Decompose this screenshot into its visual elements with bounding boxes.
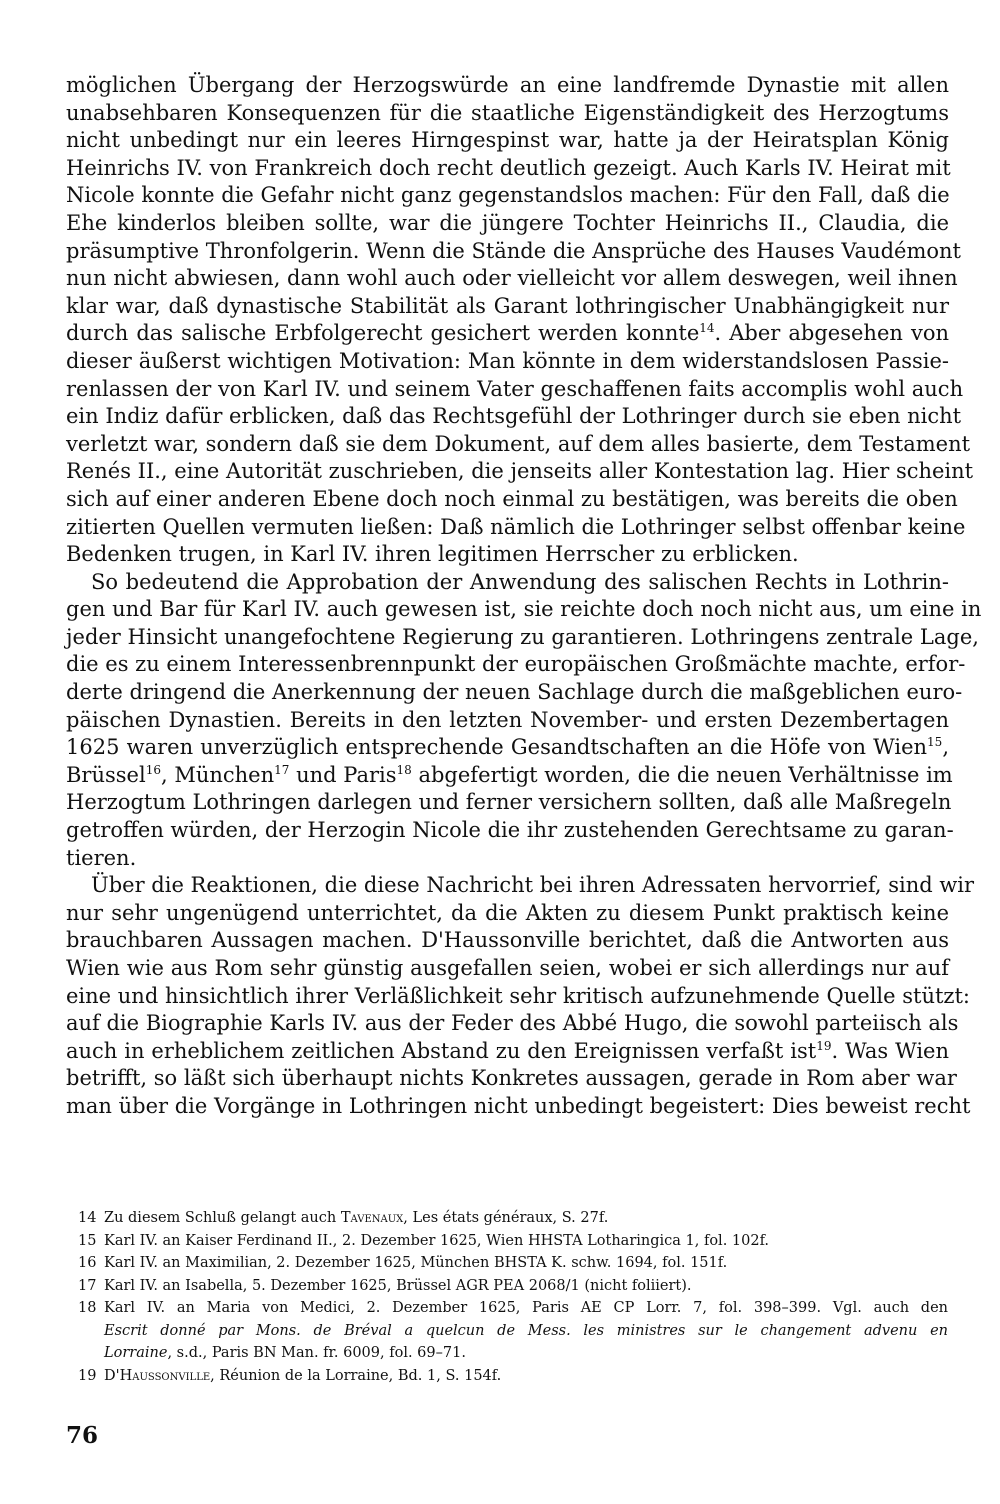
text-line: auf die Biographie Karls IV. aus der Feder des Abbé Hugo, die sowohl parteiisch als	[66, 1011, 959, 1036]
text-line: möglichen Übergang der Herzogswürde an eine landfremde Dynastie mit allen	[66, 73, 949, 97]
footnote-ref-15: 15	[927, 735, 943, 750]
footnote-number: 14	[78, 1210, 97, 1226]
text-line: zitierten Quellen vermuten ließen: Daß nämlich die Lothringer selbst offenbar keine	[66, 514, 966, 539]
footnote-text	[104, 1365, 948, 1388]
text-line: eine und hinsichtlich ihrer Verläßlichkeit sehr kritisch aufzunehmende Quelle stützt:	[66, 983, 970, 1008]
footnote-text	[104, 1297, 948, 1365]
footnote-line-italic: Escrit donné par Mons. de Bréval a quelcun de Mess. les ministres sur le changement advenu en	[104, 1322, 948, 1339]
footnote-line: Karl IV. an Maria von Medici, 2. Dezember 1625, Paris AE CP Lorr. 7, fol. 398–399. Vgl. auch den	[104, 1300, 948, 1316]
text-line-with-footnotes	[66, 762, 953, 790]
text-line: Renés II., eine Autorität zuschrieben, die jenseits aller Kontestation lag. Hier scheint	[66, 459, 974, 484]
text-segment: Brüssel	[66, 762, 146, 787]
paragraph-end-line: tieren.	[66, 845, 137, 870]
footnote-segment: , Les états généraux, S. 27f.	[403, 1210, 609, 1226]
text-line: Nicole konnte die Gefahr nicht ganz gegenstandslos machen: Für den Fall, daß die	[66, 183, 950, 208]
text-segment: auch in erheblichem zeitlichen Abstand zu den Ereignissen verfaßt ist	[66, 1038, 817, 1063]
footnote-ref-14: 14	[699, 321, 715, 336]
text-line: renlassen der von Karl IV. und seinem Vater geschaffenen faits accomplis wohl auch	[66, 376, 964, 401]
text-line-with-footnote	[66, 734, 949, 762]
text-line: sich auf einer anderen Ebene doch noch einmal zu bestätigen, was bereits die oben	[66, 486, 958, 511]
footnote-number: 18	[78, 1300, 97, 1316]
text-segment: ,	[942, 735, 949, 760]
footnote-14	[78, 1207, 948, 1230]
footnote-ref-19: 19	[816, 1038, 832, 1053]
paragraph-start-line: Über die Reaktionen, die diese Nachricht bei ihren Adressaten hervorrief, sind wir	[91, 873, 975, 898]
text-line: Ehe kinderlos bleiben sollte, war die jüngere Tochter Heinrichs II., Claudia, die	[66, 210, 949, 235]
footnote-ref-18: 18	[396, 762, 412, 777]
text-line: unabsehbaren Konsequenzen für die staatliche Eigenständigkeit des Herzogtums	[66, 100, 949, 125]
text-line: brauchbaren Aussagen machen. D'Haussonville berichtet, daß die Antworten aus	[66, 928, 949, 953]
footnote-19	[78, 1365, 948, 1388]
text-line: betrifft, so läßt sich überhaupt nichts Konkretes aussagen, gerade in Rom aber war	[66, 1066, 957, 1091]
footnote-line	[104, 1342, 948, 1365]
text-line: Herzogtum Lothringen darlegen und ferner versichern sollten, daß alle Maßregeln	[66, 790, 952, 815]
footnote-15	[78, 1230, 948, 1253]
footnote-text	[104, 1207, 948, 1230]
footnote-text: Karl IV. an Isabella, 5. Dezember 1625, Brüssel AGR PEA 2068/1 (nicht foliiert).	[104, 1277, 692, 1294]
footnote-number: 19	[78, 1367, 97, 1384]
text-segment: 1625 waren unverzüglich entsprechende Gesandtschaften an die Höfe von Wien	[66, 735, 928, 760]
footnote-number: 16	[78, 1255, 97, 1271]
text-line: derte dringend die Anerkennung der neuen Sachlage durch die maßgeblichen euro-	[66, 680, 963, 705]
text-segment: abgefertigt worden, die die neuen Verhältnisse im	[411, 762, 953, 787]
text-line: nun nicht abwiesen, dann wohl auch oder vielleicht vor allem deswegen, weil ihnen	[66, 266, 958, 291]
footnote-segment: Zu diesem Schluß gelangt auch	[104, 1210, 341, 1226]
footnotes	[78, 1207, 948, 1387]
text-line: päischen Dynastien. Bereits in den letzten November- und ersten Dezembertagen	[66, 707, 949, 732]
text-line: präsumptive Thronfolgerin. Wenn die Stände die Ansprüche des Hauses Vaudémont	[66, 238, 961, 263]
text-segment: und Paris	[289, 762, 397, 787]
text-line: verletzt war, sondern daß sie dem Dokument, auf dem alles basierte, dem Testament	[66, 431, 971, 456]
footnote-18	[78, 1297, 948, 1365]
text-line: Heinrichs IV. von Frankreich doch recht deutlich gezeigt. Auch Karls IV. Heirat mit	[66, 155, 951, 180]
footnote-17	[78, 1275, 948, 1298]
text-line: man über die Vorgänge in Lothringen nicht unbedingt begeistert: Dies beweist recht	[66, 1093, 971, 1118]
text-line: klar war, daß dynastische Stabilität als Garant lothringischer Unabhängigkeit nur	[66, 293, 949, 318]
text-line: getroffen würden, der Herzogin Nicole die ihr zustehenden Gerechtsame zu garan-	[66, 818, 954, 843]
text-line: gen und Bar für Karl IV. auch gewesen ist, sie reichte doch noch nicht aus, um eine in	[66, 597, 982, 622]
text-segment: . Aber abgesehen von	[714, 321, 949, 346]
footnote-ref-16: 16	[145, 762, 161, 777]
page-number: 76	[66, 1422, 99, 1449]
footnote-segment: , s.d., Paris BN Man. fr. 6009, fol. 69–71.	[167, 1345, 466, 1361]
text-line: die es zu einem Interessenbrennpunkt der europäischen Großmächte machte, erfor-	[66, 652, 966, 677]
footnote-text: Karl IV. an Kaiser Ferdinand II., 2. Dezember 1625, Wien HHSTA Lotharingica 1, fol. 102f.	[104, 1232, 770, 1249]
footnote-16	[78, 1252, 948, 1275]
paragraph-end-line: Bedenken trugen, in Karl IV. ihren legitimen Herrscher zu erblicken.	[66, 542, 799, 567]
text-line-with-footnote	[66, 1038, 949, 1066]
text-segment: . Was Wien	[831, 1038, 949, 1063]
author-name: D'Haussonville	[104, 1367, 211, 1384]
text-line: nur sehr ungenügend unterrichtet, da die Akten zu diesem Punkt praktisch keine	[66, 900, 949, 925]
paragraph-start-line: So bedeutend die Approbation der Anwendung des salischen Rechts in Lothrin-	[91, 569, 949, 594]
text-segment: , München	[160, 762, 275, 787]
text-line-with-footnote	[66, 320, 949, 348]
footnote-segment: , Réunion de la Lorraine, Bd. 1, S. 154f.	[210, 1367, 502, 1384]
text-segment: durch das salische Erbfolgerecht gesichert werden konnte	[66, 321, 700, 346]
author-name: Tavenaux	[340, 1210, 404, 1226]
footnote-ref-17: 17	[274, 762, 290, 777]
text-line: jeder Hinsicht unangefochtene Regierung zu garantieren. Lothringens zentrale Lage,	[66, 624, 979, 649]
footnote-text: Karl IV. an Maximilian, 2. Dezember 1625, München BHSTA K. schw. 1694, fol. 151f.	[104, 1255, 728, 1271]
body-text	[66, 72, 982, 1121]
text-line: nicht unbedingt nur ein leeres Hirngespinst war, hatte ja der Heiratsplan König	[66, 128, 949, 153]
footnote-segment-italic: Lorraine	[104, 1345, 168, 1361]
footnote-number: 17	[78, 1277, 97, 1294]
text-line: ein Indiz dafür erblicken, daß das Rechtsgefühl der Lothringer durch sie eben nicht	[66, 404, 962, 429]
footnote-number: 15	[78, 1232, 97, 1249]
text-line: dieser äußerst wichtigen Motivation: Man könnte in dem widerstandslosen Passie-	[66, 348, 949, 373]
text-line: Wien wie aus Rom sehr günstig ausgefallen seien, wobei er sich allerdings nur auf	[66, 956, 949, 980]
